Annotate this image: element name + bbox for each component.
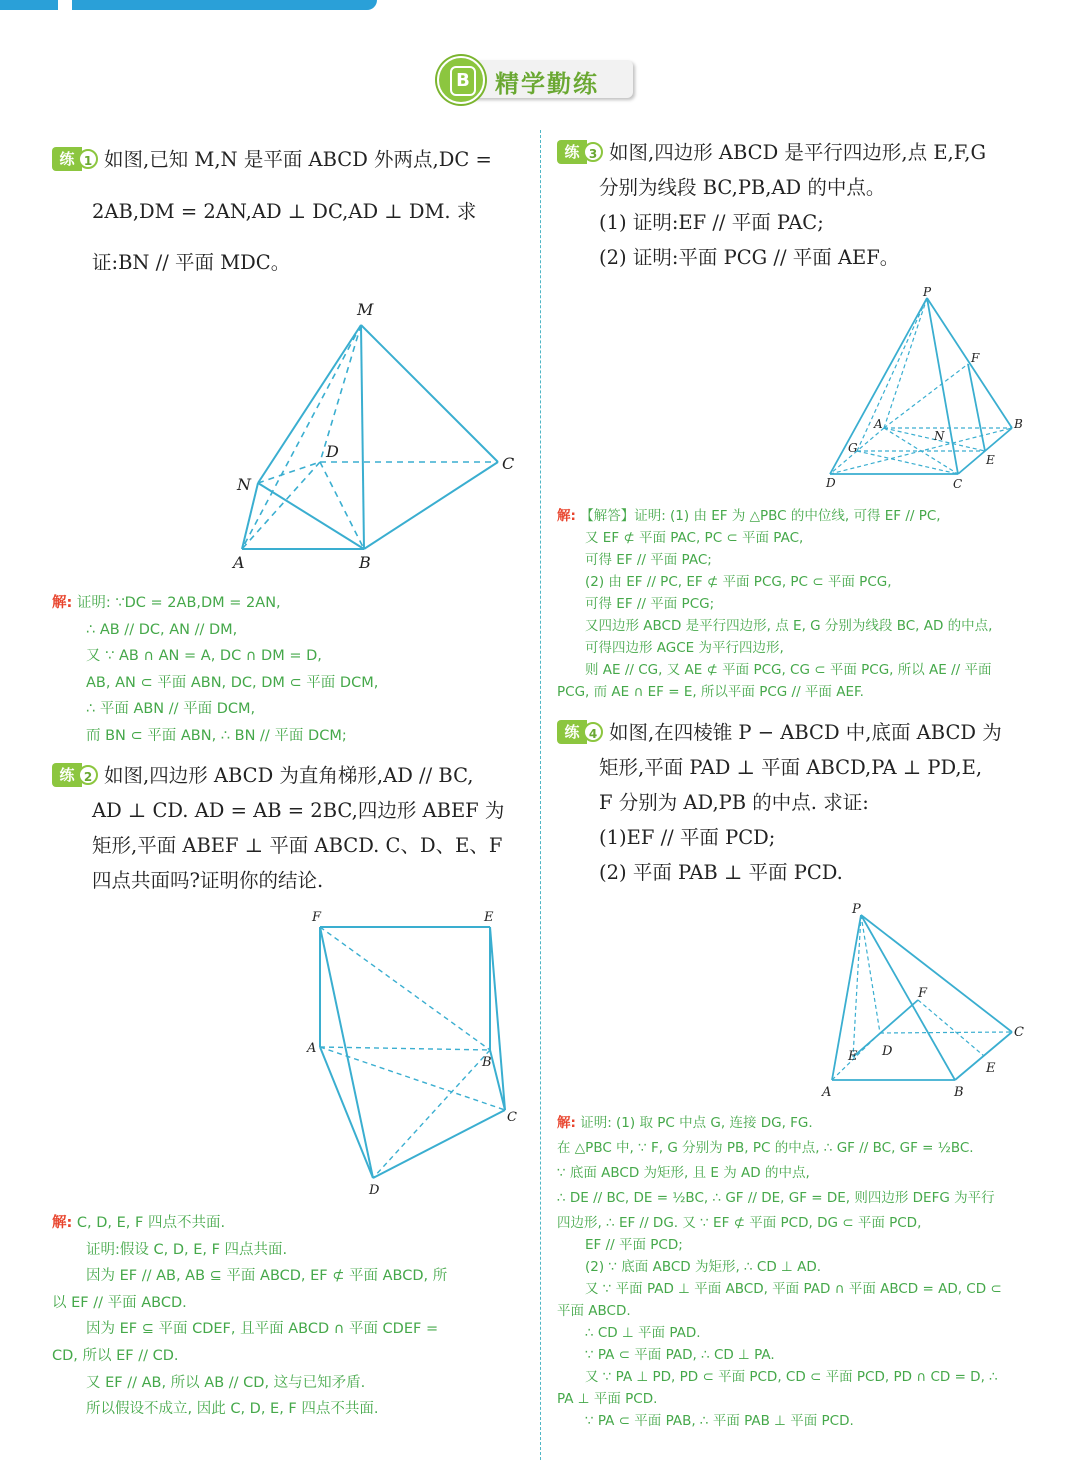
solution-1-line: 而 BN ⊂ 平面 ABN, ∴ BN // 平面 DCM; xyxy=(86,727,347,744)
solution-3-line: PCG, 而 AE ∩ EF = E, 所以平面 PCG // 平面 AEF. xyxy=(557,684,864,700)
solution-4-line: ∴ DE // BC, DE = ½BC, ∴ GF // DE, GF = DE, 则四边形 DEFG 为平行 xyxy=(557,1190,995,1206)
exercise-2-line-3: 矩形,平面 ABEF ⊥ 平面 ABCD. C、D、E、F xyxy=(92,834,503,857)
fig4-label-C: C xyxy=(1014,1025,1024,1040)
fig2-label-F: F xyxy=(312,910,322,925)
solution-4-line: 在 △PBC 中, ∵ F, G 分别为 PB, PC 的中点, ∴ GF // BC, GF = ½BC. xyxy=(557,1140,974,1156)
fig4-label-B: B xyxy=(954,1085,964,1100)
fig2-label-B: B xyxy=(482,1055,492,1070)
solution-3-jie-label: 解: xyxy=(557,508,576,524)
fig4-label-A: A xyxy=(822,1085,832,1100)
solution-4-line: 又 ∵ 平面 PAD ⊥ 平面 ABCD, 平面 PAD ∩ 平面 ABCD = AD, CD ⊂ xyxy=(585,1281,1002,1297)
solution-1-line: ∴ 平面 ABN // 平面 DCM, xyxy=(86,701,256,718)
solution-1-line: ∴ AB // DC, AN // DM, xyxy=(86,621,238,638)
fig1-label-D: D xyxy=(326,442,339,461)
exercise-2-line-1: 如图,四边形 ABCD 为直角梯形,AD // BC, xyxy=(104,764,474,787)
solution-4 xyxy=(557,1112,1047,1432)
solution-3-line: 又 EF ⊄ 平面 PAC, PC ⊂ 平面 PAC, xyxy=(585,530,804,546)
solution-2-line: 因为 EF ⊆ 平面 CDEF, 且平面 ABCD ∩ 平面 CDEF = xyxy=(86,1321,439,1338)
exercise-2-line-2: AD ⊥ CD. AD = AB = 2BC,四边形 ABEF 为 xyxy=(92,799,505,822)
fig4-label-E-left: E xyxy=(848,1049,858,1064)
fig3-label-G: G xyxy=(848,441,858,455)
fig4-label-E-right: E xyxy=(986,1061,996,1076)
solution-2-line: 因为 EF // AB, AB ⊆ 平面 ABCD, EF ⊄ 平面 ABCD, 所 xyxy=(86,1268,448,1285)
solution-2-line: C, D, E, F 四点不共面. xyxy=(76,1215,226,1231)
solution-1-line: 证明: ∵DC = 2AB,DM = 2AN, xyxy=(76,595,281,611)
exercise-4-line-4: (1)EF // 平面 PCD; xyxy=(599,826,776,849)
solution-3-line: 则 AE // CG, 又 AE ⊄ 平面 PCG, CG ⊂ 平面 PCG, 所以 AE // 平面 xyxy=(585,662,992,678)
exercise-4-line-3: F 分别为 AD,PB 的中点. 求证: xyxy=(599,791,869,814)
solution-2-line: 证明:假设 C, D, E, F 四点共面. xyxy=(86,1241,288,1258)
solution-4-line: 证明: (1) 取 PC 中点 G, 连接 DG, FG. xyxy=(580,1115,813,1131)
exercise-1-tag: 练 1 xyxy=(52,147,100,171)
exercise-2-line-4: 四点共面吗?证明你的结论. xyxy=(92,869,324,892)
solution-3-line: 又四边形 ABCD 是平行四边形, 点 E, G 分别为线段 BC, AD 的中点, xyxy=(585,618,993,634)
exercise-3-line-1: 如图,四边形 ABCD 是平行四边形,点 E,F,G xyxy=(609,141,987,164)
fig1-label-A: A xyxy=(233,553,245,572)
fig1-label-N: N xyxy=(237,475,251,494)
solution-3-line: 可得四边形 AGCE 为平行四边形, xyxy=(585,640,784,656)
exercise-1-line-1: 如图,已知 M,N 是平面 ABCD 外两点,DC = xyxy=(104,148,492,171)
solution-3-line: 可得 EF // 平面 PCG; xyxy=(585,596,715,612)
fig3-label-P: P xyxy=(923,285,932,299)
fig2-label-E: E xyxy=(484,910,494,925)
fig2-label-C: C xyxy=(507,1110,517,1125)
solution-1-line: AB, AN ⊂ 平面 ABN, DC, DM ⊂ 平面 DCM, xyxy=(86,674,379,691)
exercise-1-line-2: 2AB,DM = 2AN,AD ⊥ DC,AD ⊥ DM. 求 xyxy=(92,200,477,223)
solution-2-line: CD, 所以 EF // CD. xyxy=(52,1347,179,1364)
fig3-label-C: C xyxy=(953,477,963,491)
solution-4-line: 又 ∵ PA ⊥ PD, PD ⊂ 平面 PCD, CD ⊂ 平面 PCD, PD ∩ CD = D, ∴ xyxy=(585,1369,998,1385)
fig1-label-C: C xyxy=(502,454,515,473)
solution-4-line: (2) ∵ 底面 ABCD 为矩形, ∴ CD ⊥ AD. xyxy=(585,1259,822,1275)
solution-4-line: ∵ PA ⊂ 平面 PAB, ∴ 平面 PAB ⊥ 平面 PCD. xyxy=(585,1413,854,1429)
exercise-3-line-3: (1) 证明:EF // 平面 PAC; xyxy=(599,211,824,234)
fig4-label-F: F xyxy=(918,986,928,1001)
fig3-label-A: A xyxy=(874,417,883,431)
solution-3-line: 【解答】证明: (1) 由 EF 为 △PBC 的中位线, 可得 EF // PC, xyxy=(580,508,941,524)
exercise-4-line-2: 矩形,平面 PAD ⊥ 平面 ABCD,PA ⊥ PD,E, xyxy=(599,756,983,779)
fig3-label-F: F xyxy=(971,351,980,365)
exercise-3-tag: 练 3 xyxy=(557,140,605,164)
exercise-4-line-1: 如图,在四棱锥 P − ABCD 中,底面 ABCD 为 xyxy=(609,721,1002,744)
exercise-2-tag: 练 2 xyxy=(52,763,100,787)
fig1-label-M: M xyxy=(357,300,374,319)
solution-2-line: 所以假设不成立, 因此 C, D, E, F 四点不共面. xyxy=(86,1401,379,1418)
section-letter: B xyxy=(450,66,476,96)
solution-4-line: 四边形, ∴ EF // DG. 又 ∵ EF ⊄ 平面 PCD, DG ⊂ 平面 PCD, xyxy=(557,1215,922,1231)
solution-4-line: EF // 平面 PCD; xyxy=(585,1237,683,1253)
exercise-3-line-2: 分别为线段 BC,PB,AD 的中点。 xyxy=(599,176,886,199)
fig3-label-B: B xyxy=(1014,417,1023,431)
solution-4-line: ∵ 底面 ABCD 为矩形, 且 E 为 AD 的中点, xyxy=(557,1165,810,1181)
solution-3-line: 可得 EF // 平面 PAC; xyxy=(585,552,712,568)
solution-3-line: (2) 由 EF // PC, EF ⊄ 平面 PCG, PC ⊂ 平面 PCG, xyxy=(585,574,892,590)
solution-1-line: 又 ∵ AB ∩ AN = A, DC ∩ DM = D, xyxy=(86,648,322,665)
fig3-label-E: E xyxy=(986,453,995,467)
exercise-4-line-5: (2) 平面 PAB ⊥ 平面 PCD. xyxy=(599,861,843,884)
exercise-3-line-4: (2) 证明:平面 PCG // 平面 AEF。 xyxy=(599,246,900,269)
fig3-label-N: N xyxy=(934,429,945,443)
solution-4-line: ∴ CD ⊥ 平面 PAD. xyxy=(585,1325,701,1341)
solution-4-line: ∵ PA ⊂ 平面 PAD, ∴ CD ⊥ PA. xyxy=(585,1347,775,1363)
solution-2-jie-label: 解: xyxy=(52,1215,73,1231)
fig4-label-P: P xyxy=(852,902,861,917)
fig2-label-A: A xyxy=(307,1041,317,1056)
solution-4-line: 平面 ABCD. xyxy=(557,1303,631,1319)
solution-2-line: 又 EF // AB, 所以 AB // CD, 这与已知矛盾. xyxy=(86,1374,366,1391)
fig2-label-D: D xyxy=(369,1183,380,1198)
fig3-label-D: D xyxy=(826,476,836,490)
solution-2-line: 以 EF // 平面 ABCD. xyxy=(52,1294,187,1311)
section-title: 精学勤练 xyxy=(495,70,599,98)
fig1-label-B: B xyxy=(359,553,371,572)
solution-4-jie-label: 解: xyxy=(557,1115,576,1131)
exercise-1-line-3: 证:BN // 平面 MDC。 xyxy=(92,251,291,274)
fig4-label-D: D xyxy=(882,1044,893,1059)
exercise-4-tag: 练 4 xyxy=(557,720,605,744)
solution-4-line: PA ⊥ 平面 PCD. xyxy=(557,1391,658,1407)
solution-1-jie-label: 解: xyxy=(52,595,73,611)
